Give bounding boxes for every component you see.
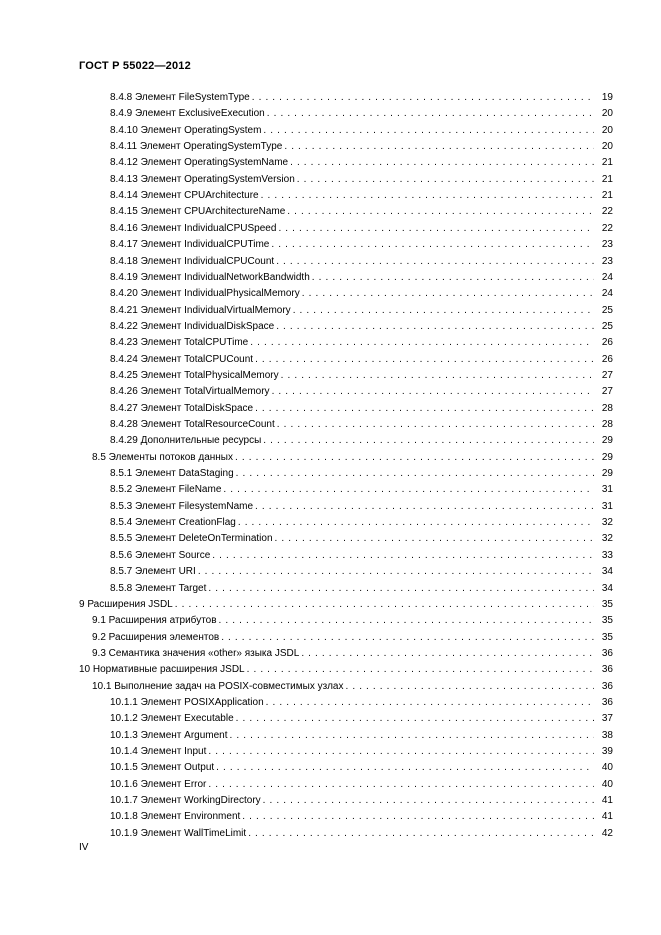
- document-header: ГОСТ Р 55022—2012: [79, 60, 191, 72]
- toc-dot-leader: [175, 597, 594, 613]
- toc-entry-page: 22: [601, 206, 613, 218]
- toc-entry: [110, 581, 613, 597]
- toc-entry-title: 10.1.4 Элемент Input: [110, 746, 207, 757]
- toc-dot-leader: [208, 581, 594, 597]
- toc-entry: [110, 319, 613, 335]
- toc-entry: [110, 401, 613, 417]
- toc-entry-title: 8.4.17 Элемент IndividualCPUTime: [110, 239, 270, 251]
- toc-dot-leader: [263, 793, 594, 809]
- toc-entry-title: 8.5.6 Элемент Source: [110, 549, 211, 561]
- toc-entry-title: 10.1.7 Элемент WorkingDirectory: [110, 795, 261, 807]
- toc-dot-leader: [276, 319, 594, 335]
- toc-entry-title: 8.4.25 Элемент TotalPhysicalMemory: [110, 369, 279, 381]
- toc-entry-title: 10.1.6 Элемент Error: [110, 778, 207, 790]
- toc-entry: [79, 597, 613, 613]
- toc-entry-page: 22: [601, 222, 613, 234]
- toc-dot-leader: [250, 335, 594, 351]
- toc-entry-page: 42: [601, 827, 613, 839]
- toc-dot-leader: [287, 204, 594, 220]
- toc-entry: [110, 303, 613, 319]
- toc-entry-title: 8.4.26 Элемент TotalVirtualMemory: [110, 386, 270, 398]
- toc-entry-title: 8.4.24 Элемент TotalCPUCount: [110, 353, 254, 365]
- toc-entry: [110, 548, 613, 564]
- toc-entry-page: 40: [601, 762, 613, 774]
- toc-dot-leader: [255, 352, 594, 368]
- toc-dot-leader: [252, 90, 594, 106]
- toc-entry-title: 8.4.28 Элемент TotalResourceCount: [110, 419, 275, 430]
- toc-dot-leader: [212, 548, 594, 564]
- toc-entry: [110, 760, 613, 776]
- toc-entry-page: 23: [601, 255, 613, 267]
- toc-entry-title: 10.1.2 Элемент Executable: [110, 713, 234, 725]
- toc-entry-page: 32: [601, 533, 613, 545]
- toc-entry: [110, 466, 613, 482]
- toc-entry-title: 8.5.5 Элемент DeleteOnTermination: [110, 533, 273, 545]
- toc-dot-leader: [198, 564, 594, 580]
- toc-entry-page: 25: [601, 304, 613, 316]
- toc-entry: [110, 270, 613, 286]
- toc-entry-title: 8.4.13 Элемент OperatingSystemVersion: [110, 173, 295, 185]
- toc-entry: [110, 335, 613, 351]
- toc-entry-title: 9 Расширения JSDL: [79, 598, 173, 610]
- toc-entry: [110, 188, 613, 204]
- toc-dot-leader: [221, 630, 594, 646]
- toc-entry-page: 38: [601, 729, 613, 741]
- toc-entry-page: 21: [601, 190, 613, 202]
- toc-entry-title: 8.5.7 Элемент URI: [110, 566, 196, 578]
- toc-entry-page: 24: [601, 271, 613, 283]
- toc-entry-title: 8.4.8 Элемент FileSystemType: [110, 92, 250, 103]
- toc-dot-leader: [248, 826, 594, 842]
- toc-entry: [110, 237, 613, 253]
- toc-entry-title: 8.5.4 Элемент CreationFlag: [110, 517, 236, 529]
- toc-entry: [110, 204, 613, 220]
- toc-dot-leader: [235, 450, 594, 466]
- toc-dot-leader: [266, 695, 594, 711]
- toc-entry-title: 8.5.2 Элемент FileName: [110, 484, 222, 496]
- toc-entry-page: 40: [601, 778, 613, 790]
- toc-entry-title: 8.4.18 Элемент IndividualCPUCount: [110, 255, 275, 267]
- toc-dot-leader: [261, 188, 594, 204]
- toc-entry-page: 26: [601, 353, 613, 365]
- toc-entry-page: 20: [601, 124, 613, 136]
- toc-entry-page: 36: [601, 664, 613, 676]
- toc-dot-leader: [301, 646, 594, 662]
- toc-dot-leader: [255, 499, 594, 515]
- toc-entry-page: 29: [601, 468, 613, 480]
- toc-entry-page: 27: [601, 386, 613, 398]
- toc-entry-title: 8.5.3 Элемент FilesystemName: [110, 500, 254, 512]
- toc-entry-title: 10.1.9 Элемент WallTimeLimit: [110, 827, 247, 839]
- toc-entry: [110, 172, 613, 188]
- toc-entry-page: 34: [601, 566, 613, 578]
- toc-dot-leader: [275, 531, 594, 547]
- toc-entry: [92, 679, 613, 695]
- toc-dot-leader: [208, 744, 594, 760]
- toc-entry-page: 25: [601, 320, 613, 332]
- toc-entry-title: 8.4.21 Элемент IndividualVirtualMemory: [110, 304, 291, 316]
- toc-entry-title: 8.4.19 Элемент IndividualNetworkBandwidth: [110, 271, 310, 283]
- toc-entry: [110, 221, 613, 237]
- toc-dot-leader: [297, 172, 594, 188]
- toc-dot-leader: [219, 613, 594, 629]
- toc-dot-leader: [208, 777, 594, 793]
- toc-entry-title: 8.4.16 Элемент IndividualCPUSpeed: [110, 222, 277, 234]
- toc-dot-leader: [242, 809, 594, 825]
- toc-entry: [110, 482, 613, 498]
- toc-dot-leader: [293, 303, 594, 319]
- toc-entry-page: 21: [601, 173, 613, 185]
- toc-dot-leader: [272, 384, 594, 400]
- toc-dot-leader: [263, 123, 594, 139]
- toc-dot-leader: [278, 221, 594, 237]
- toc-entry-title: 10.1.8 Элемент Environment: [110, 811, 241, 823]
- toc-entry: [110, 139, 613, 155]
- toc-entry: [110, 826, 613, 842]
- toc-dot-leader: [271, 237, 594, 253]
- toc-entry-title: 10.1.3 Элемент Argument: [110, 729, 228, 741]
- toc-entry-title: 9.3 Семантика значения «other» языка JSDL: [92, 647, 300, 659]
- toc-dot-leader: [255, 401, 594, 417]
- toc-entry-page: 29: [601, 435, 613, 447]
- toc-entry: [110, 384, 613, 400]
- toc-entry: [110, 433, 613, 449]
- toc-entry-title: 8.4.23 Элемент TotalCPUTime: [110, 337, 249, 349]
- toc-entry: [110, 531, 613, 547]
- toc-entry: [110, 728, 613, 744]
- toc-entry-title: 8.4.22 Элемент IndividualDiskSpace: [110, 320, 275, 332]
- toc-entry: [92, 630, 613, 646]
- toc-entry-page: 35: [601, 615, 613, 627]
- toc-entry-title: 10 Нормативные расширения JSDL: [79, 664, 245, 676]
- toc-entry: [110, 417, 613, 433]
- toc-entry-page: 36: [601, 680, 613, 692]
- toc-entry-page: 33: [601, 549, 613, 561]
- toc-entry: [79, 662, 613, 678]
- toc-entry-title: 8.4.14 Элемент CPUArchitecture: [110, 190, 259, 202]
- toc-entry-title: 9.1 Расширения атрибутов: [92, 615, 217, 627]
- toc-entry: [110, 368, 613, 384]
- toc-entry: [110, 254, 613, 270]
- toc-entry-page: 31: [601, 500, 613, 512]
- toc-entry-page: 28: [601, 402, 613, 414]
- toc-entry: [110, 793, 613, 809]
- toc-dot-leader: [277, 417, 594, 433]
- toc-entry: [110, 564, 613, 580]
- toc-entry-page: 41: [601, 811, 613, 823]
- toc-entry-page: 20: [601, 141, 613, 153]
- toc-entry-title: 10.1 Выполнение задач на POSIX-совместимых узлах: [92, 680, 344, 692]
- toc-entry: [110, 286, 613, 302]
- toc-entry-page: 35: [601, 631, 613, 643]
- toc-dot-leader: [236, 711, 594, 727]
- toc-dot-leader: [230, 728, 594, 744]
- toc-dot-leader: [247, 662, 594, 678]
- toc-entry-title: 8.4.12 Элемент OperatingSystemName: [110, 157, 289, 169]
- toc-dot-leader: [267, 106, 594, 122]
- toc-dot-leader: [284, 139, 594, 155]
- toc-entry-page: 29: [601, 451, 613, 463]
- toc-entry: [110, 499, 613, 515]
- toc-entry-page: 23: [601, 239, 613, 251]
- toc-entry: [110, 155, 613, 171]
- toc-entry: [92, 613, 613, 629]
- toc-entry-title: 10.1.1 Элемент POSIXApplication: [110, 696, 264, 708]
- toc-entry-page: 26: [601, 337, 613, 349]
- toc-entry-page: 35: [601, 598, 613, 610]
- toc-dot-leader: [290, 155, 594, 171]
- toc-entry-title: 8.4.29 Дополнительные ресурсы: [110, 435, 262, 447]
- toc-entry: [110, 711, 613, 727]
- toc-dot-leader: [238, 515, 594, 531]
- toc-entry-page: 36: [601, 696, 613, 708]
- toc-entry: [110, 352, 613, 368]
- toc-dot-leader: [236, 466, 594, 482]
- toc-dot-leader: [312, 270, 594, 286]
- toc-entry: [110, 777, 613, 793]
- toc-entry-page: 28: [601, 419, 613, 430]
- toc-entry: [110, 106, 613, 122]
- toc-entry-title: 8.4.27 Элемент TotalDiskSpace: [110, 402, 254, 414]
- toc-entry: [110, 515, 613, 531]
- toc-entry-page: 37: [601, 713, 613, 725]
- toc-entry-title: 9.2 Расширения элементов: [92, 631, 220, 643]
- toc-entry-page: 27: [601, 369, 613, 381]
- page-number: IV: [79, 842, 89, 853]
- toc-entry-page: 31: [601, 484, 613, 496]
- toc-entry-title: 8.4.10 Элемент OperatingSystem: [110, 124, 262, 136]
- toc-entry-page: 41: [601, 795, 613, 807]
- toc-entry-page: 34: [601, 582, 613, 594]
- toc-entry-page: 19: [601, 92, 613, 103]
- toc-dot-leader: [276, 254, 594, 270]
- toc-entry-page: 21: [601, 157, 613, 169]
- toc-entry-title: 8.5 Элементы потоков данных: [92, 451, 233, 463]
- toc-entry: [110, 744, 613, 760]
- toc-entry-title: 8.4.9 Элемент ExclusiveExecution: [110, 108, 265, 120]
- toc-dot-leader: [302, 286, 594, 302]
- toc-entry: [110, 809, 613, 825]
- toc-entry-page: 36: [601, 647, 613, 659]
- toc-dot-leader: [223, 482, 594, 498]
- toc-dot-leader: [281, 368, 594, 384]
- toc-entry: [110, 123, 613, 139]
- toc-entry-page: 24: [601, 288, 613, 300]
- toc-entry-title: 8.4.15 Элемент CPUArchitectureName: [110, 206, 286, 218]
- toc-entry-page: 20: [601, 108, 613, 120]
- toc-entry-title: 8.5.1 Элемент DataStaging: [110, 468, 234, 480]
- toc-dot-leader: [263, 433, 594, 449]
- toc-entry-page: 39: [601, 746, 613, 757]
- toc-entry-page: 32: [601, 517, 613, 529]
- toc-dot-leader: [345, 679, 594, 695]
- toc-entry: [110, 695, 613, 711]
- toc-dot-leader: [216, 760, 594, 776]
- toc-entry: [110, 90, 613, 106]
- toc-entry-title: 8.5.8 Элемент Target: [110, 582, 207, 594]
- toc-entry: [92, 646, 613, 662]
- toc-entry-title: 10.1.5 Элемент Output: [110, 762, 215, 774]
- toc-entry: [92, 450, 613, 466]
- toc-entry-title: 8.4.20 Элемент IndividualPhysicalMemory: [110, 288, 300, 300]
- toc-entry-title: 8.4.11 Элемент OperatingSystemType: [110, 141, 283, 153]
